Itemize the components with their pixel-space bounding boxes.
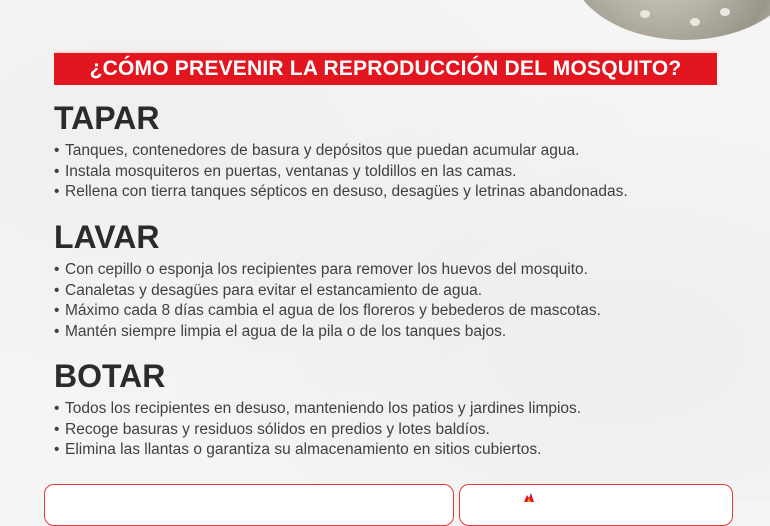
footer-card-left — [44, 484, 454, 526]
bullet-icon: • — [54, 302, 60, 319]
bullet-icon: • — [54, 142, 60, 159]
list-item: • Mantén siempre limpia el agua de la pila o de los tanques bajos. — [54, 322, 744, 343]
list-item: • Recoge basuras y residuos sólidos en predios y lotes baldíos. — [54, 420, 744, 441]
section-lavar — [54, 218, 744, 342]
logo-icon — [522, 492, 536, 502]
page-title: ¿CÓMO PREVENIR LA REPRODUCCIÓN DEL MOSQUITO? — [89, 57, 682, 80]
list-item: • Con cepillo o esponja los recipientes para remover los huevos del mosquito. — [54, 260, 744, 281]
bullet-icon: • — [54, 183, 60, 200]
bullet-icon: • — [54, 261, 60, 278]
section-heading-botar: BOTAR — [54, 358, 166, 394]
bullet-icon: • — [54, 162, 60, 180]
list-item: • Tanques, contenedores de basura y depósitos que puedan acumular agua. — [54, 141, 744, 162]
list-item: • Máximo cada 8 días cambia el agua de los floreros y bebederos de mascotas. — [54, 301, 744, 322]
section-heading-tapar: TAPAR — [54, 100, 160, 136]
list-item: • Elimina las llantas o garantiza su almacenamiento en sitios cubiertos. — [54, 440, 744, 461]
bullet-icon: • — [54, 400, 60, 417]
lavar-list — [54, 260, 744, 342]
bullet-icon: • — [54, 322, 60, 340]
section-botar — [54, 357, 744, 461]
footer-card-right — [459, 484, 733, 526]
list-item: • Todos los recipientes en desuso, manteniendo los patios y jardines limpios. — [54, 399, 744, 420]
botar-list — [54, 399, 744, 461]
section-heading-lavar: LAVAR — [54, 219, 160, 255]
list-item: • Rellena con tierra tanques sépticos en desuso, desagües y letrinas abandonadas. — [54, 182, 744, 203]
bullet-icon: • — [54, 420, 60, 438]
bullet-icon: • — [54, 281, 60, 299]
page-title-banner — [54, 51, 717, 85]
section-tapar — [54, 99, 744, 203]
list-item: • Canaletas y desagües para evitar el estancamiento de agua. — [54, 281, 744, 302]
bullet-icon: • — [54, 441, 60, 458]
list-item: • Instala mosquiteros en puertas, ventanas y toldillos en las camas. — [54, 162, 744, 183]
tapar-list — [54, 141, 744, 203]
